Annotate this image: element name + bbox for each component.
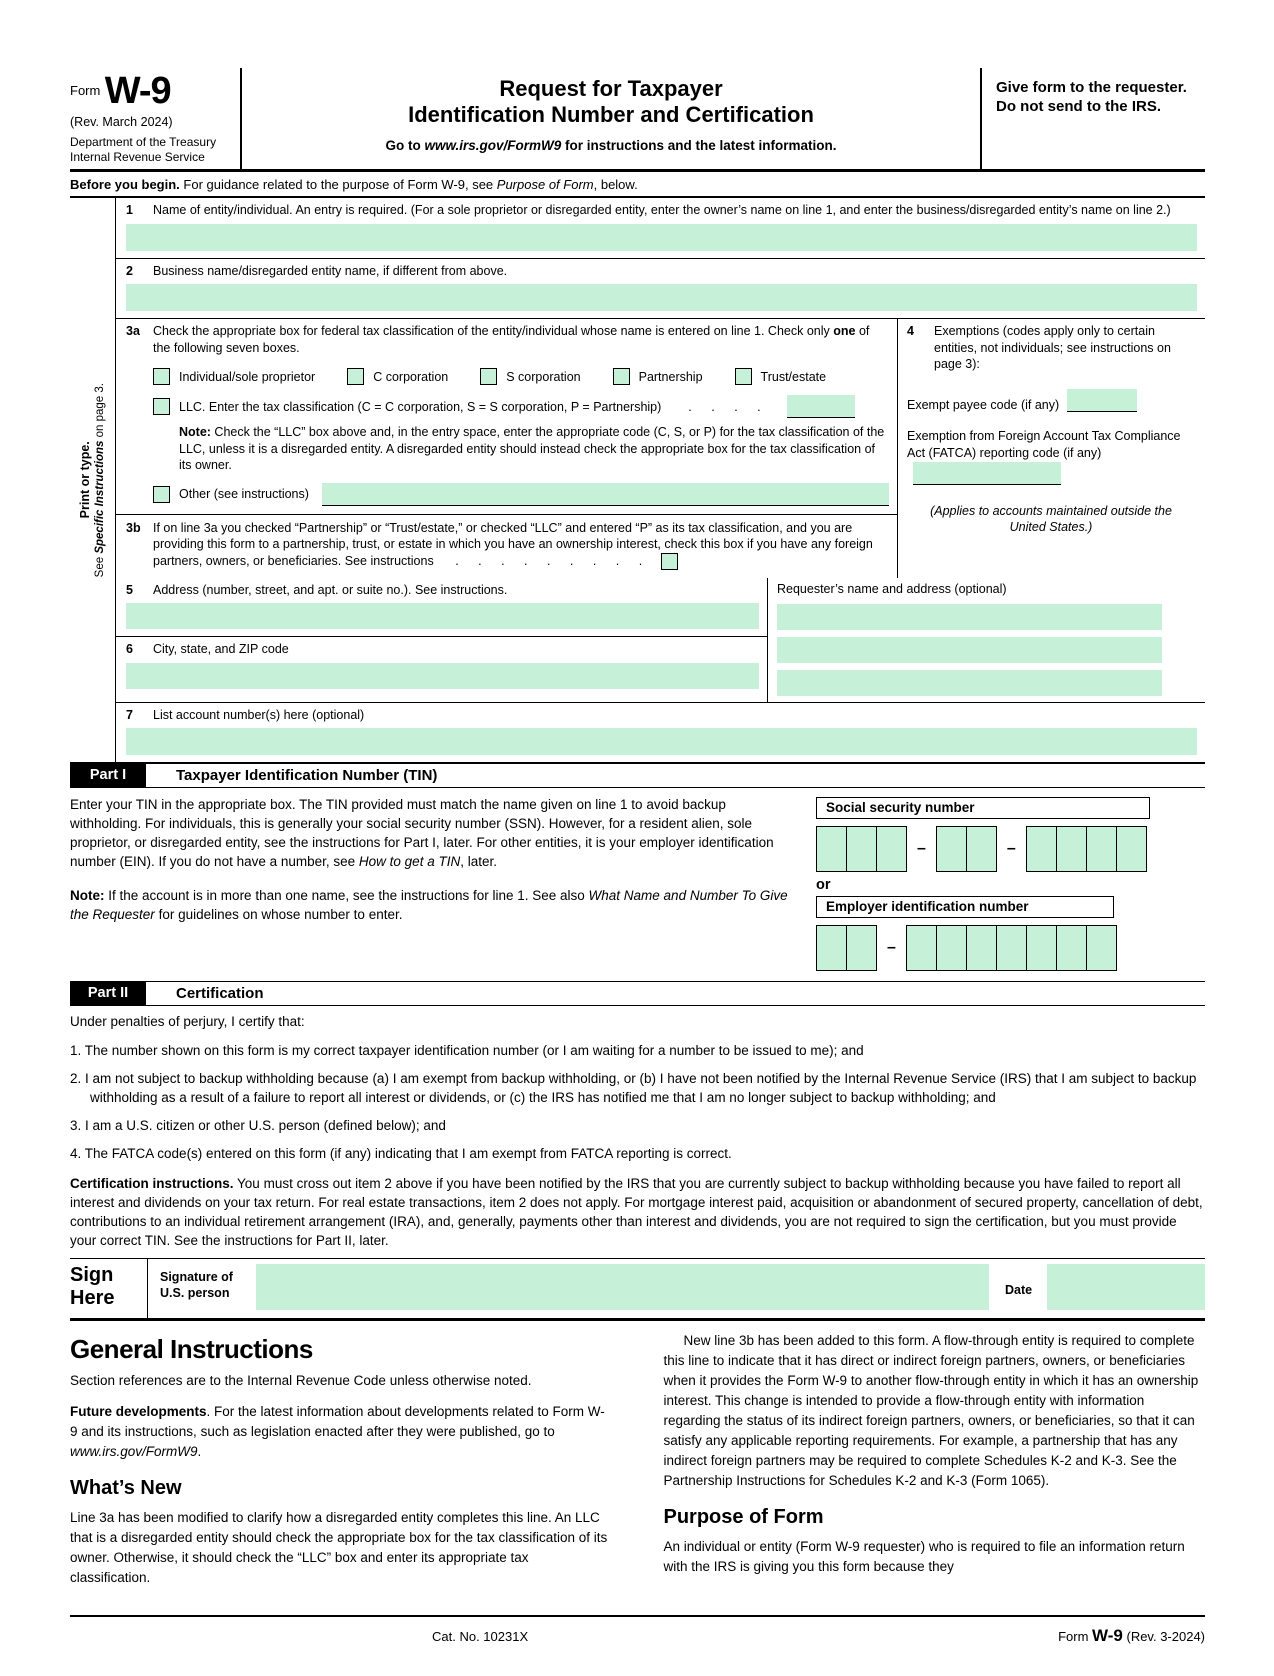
line-3b-label [153, 520, 889, 570]
checkbox-item-c-corporation[interactable] [347, 368, 448, 385]
tin-boxes [816, 795, 1205, 971]
fatca-label: Exemption from Foreign Account Tax Compliance Act (FATCA) reporting code (if any) [907, 428, 1181, 460]
catalog-number: Cat. No. 10231X [432, 1629, 529, 1645]
name-input[interactable] [126, 224, 1197, 251]
line-5-row [116, 578, 767, 638]
how-to-get-tin-italic: How to get a TIN [358, 854, 461, 870]
foreign-partners-checkbox[interactable] [661, 553, 678, 570]
general-instructions-heading: General Instructions [70, 1334, 313, 1365]
applies-note: (Applies to accounts maintained outside the United States.) [930, 503, 1172, 534]
checkbox-item-individual[interactable] [153, 368, 315, 385]
other-row [153, 483, 889, 506]
city-state-zip-input[interactable] [126, 663, 759, 689]
requester-label: Requester’s name and address (optional) [777, 581, 1007, 596]
requester-input-line-2[interactable] [777, 637, 1162, 663]
certification-instructions-text: You must cross out item 2 above if you have been notified by the IRS that you are currently subject to backup withholding because you have failed to report all interest and dividends on your tax return. For real estate transactions, item 2 does not apply. For mortgage interest paid, acquisition or abandonment of secured property, cancellation of debt, contributions to an individual retirement arrangement (IRA), and, generally, payments other than interest and dividends, you are not required to sign the certification, but you must provide your correct TIN. See the instructions for Part II, later. [70, 1176, 1203, 1249]
part-1-paragraph [70, 795, 792, 871]
purpose-of-form-heading: Purpose of Form [663, 1506, 824, 1529]
line-4-column [898, 319, 1205, 578]
line-6-label: City, state, and ZIP code [153, 642, 289, 657]
line-2-label: Business name/disregarded entity name, if different from above. [153, 263, 508, 278]
specific-instructions-words: Specific Instructions [93, 440, 106, 554]
ssn-digit-cell[interactable] [876, 826, 907, 872]
s-corporation-checkbox-label: S corporation [506, 369, 581, 384]
future-developments-paragraph [70, 1402, 612, 1462]
on-page-words: on page 3. [93, 382, 106, 441]
part-2-content [70, 1006, 1205, 1258]
part-2-title: Certification [176, 985, 264, 1003]
exempt-payee-label: Exempt payee code (if any) [907, 397, 1060, 412]
part-1-paragraph-end: , later. [460, 854, 497, 870]
form-revision: (Rev. March 2024) [70, 115, 173, 129]
certification-intro: Under penalties of perjury, I certify that: [70, 1014, 305, 1030]
form-title-line-1: Request for Taxpayer [499, 76, 723, 101]
business-name-input[interactable] [126, 284, 1197, 311]
signature-input[interactable] [256, 1264, 989, 1310]
other-checkbox[interactable] [153, 486, 170, 503]
llc-note [179, 424, 889, 474]
checkbox-item-s-corporation[interactable] [480, 368, 580, 385]
form-number-line [70, 70, 234, 113]
sidebar-rotated-text [78, 383, 108, 577]
llc-note-text: Check the “LLC” box above and, in the entry space, enter the appropriate code (C, S, or P) for the tax classification of the LLC, unless it is a disregarded entity. A disregarded entity should instead check the appropriate box for the tax classification of its owner. [179, 425, 885, 472]
part-1-tag: Part I [70, 764, 146, 787]
future-developments-bold: Future developments [70, 1404, 207, 1420]
line-3a-label [153, 323, 889, 356]
line-5-number: 5 [126, 582, 133, 597]
form-main [116, 198, 1205, 762]
section-references-paragraph: Section references are to the Internal Revenue Code unless otherwise noted. [70, 1373, 532, 1389]
future-developments-text: . For the latest information about developments related to Form W-9 and its instructions, such as legislation enacted after they were published, go to [70, 1404, 605, 1440]
requester-input-line-1[interactable] [777, 604, 1162, 630]
signature-of-label [148, 1259, 256, 1318]
sign-here-row [70, 1258, 1205, 1321]
ssn-digit-cell[interactable] [816, 826, 847, 872]
before-bold: Before you begin. [70, 177, 180, 192]
department-line-2: Internal Revenue Service [70, 150, 205, 164]
line-3a-label-pre: Check the appropriate box for federal tax classification of the entity/individual whose name is entered on line 1. Check only [153, 324, 834, 338]
fatca-row [907, 428, 1195, 485]
form-title-line-2: Identification Number and Certification [408, 102, 814, 127]
form-title-block [242, 68, 980, 169]
line-2-number: 2 [126, 263, 133, 278]
line-6-row [116, 637, 767, 696]
ssn-label: Social security number [816, 797, 1150, 819]
ein-dash: – [887, 939, 896, 957]
form-id-block [70, 68, 242, 169]
ssn-digit-cell[interactable] [1056, 826, 1087, 872]
goto-suffix: for instructions and the latest information. [561, 138, 837, 153]
line-7-row [116, 703, 1205, 763]
line-4-number: 4 [907, 324, 914, 338]
requester-input-line-3[interactable] [777, 670, 1162, 696]
part-2-bar [70, 982, 1205, 1006]
certification-item-4: 4. The FATCA code(s) entered on this form (if any) indicating that I am exempt from FATCA reporting is correct. [70, 1146, 732, 1162]
address-input[interactable] [126, 603, 759, 629]
ssn-digit-cell[interactable] [966, 826, 997, 872]
line-1-row [116, 198, 1205, 259]
classification-left-column [116, 319, 898, 578]
ssn-dash: – [917, 840, 926, 858]
part-1-note-text: If the account is in more than one name, see the instructions for line 1. See also [104, 888, 589, 904]
s-corporation-checkbox[interactable] [480, 368, 497, 385]
sign-word: Sign [70, 1264, 114, 1287]
ssn-digit-cell[interactable] [1086, 826, 1117, 872]
line-5-label: Address (number, street, and apt. or suite no.). See instructions. [153, 582, 508, 597]
department-lines [70, 135, 234, 165]
certification-instructions-bold: Certification instructions. [70, 1176, 234, 1192]
part-1-title: Taxpayer Identification Number (TIN) [176, 767, 438, 785]
before-you-begin [70, 172, 1205, 198]
new-line-3b-paragraph: New line 3b has been added to this form. A flow-through entity is required to complete this line to indicate that it has direct or indirect foreign partners, owners, or beneficiaries when it provides the Form W-9 to another flow-through entity in which it has an ownership interest. This change is intended to provide a flow-through entity with information regarding the status of its indirect foreign partners, owners, or beneficiaries, so that it can satisfy any applicable reporting requirements. For example, a partnership that has any indirect foreign partners may be required to complete Schedules K-2 and K-3. See the Partnership Instructions for Schedules K-2 and K-3 (Form 1065). [663, 1333, 1199, 1489]
c-corporation-checkbox-label: C corporation [373, 369, 449, 384]
footer-form-number: W-9 [1092, 1626, 1123, 1646]
footer-revision: (Rev. 3-2024) [1126, 1629, 1205, 1645]
goto-prefix: Go to [385, 138, 425, 153]
certification-item-2: 2. I am not subject to backup withholding because (a) I am exempt from backup withholding, or (b) I have not been notified by the Internal Revenue Service (IRS) that I am subject to backup withholding as a result of a failure to report all interest or dividends, or (c) the IRS has notified me that I am no longer subject to backup withholding; and [70, 1071, 1197, 1106]
ein-digit-cell[interactable] [936, 925, 967, 971]
ein-label: Employer identification number [816, 896, 1114, 918]
ssn-dash: – [1006, 840, 1016, 858]
line-3a-number: 3a [126, 324, 140, 338]
line-6-number: 6 [126, 642, 133, 657]
exempt-payee-row [907, 389, 1195, 412]
llc-label: LLC. Enter the tax classification (C = C corporation, S = S corporation, P = Partnership) [179, 399, 662, 414]
ein-digit-cell[interactable] [906, 925, 937, 971]
line-1-number: 1 [126, 203, 133, 217]
ein-cells [816, 925, 1205, 971]
form-header [70, 68, 1205, 172]
purpose-of-form-paragraph: An individual or entity (Form W-9 requester) who is required to file an information return with the IRS is giving you this form because they [663, 1539, 1185, 1575]
date-input[interactable] [1047, 1264, 1205, 1310]
form-title [256, 76, 966, 128]
individual-checkbox-label: Individual/sole proprietor [179, 369, 316, 384]
date-label: Date [1005, 1283, 1033, 1298]
here-word: Here [70, 1287, 115, 1310]
line-3b-row [116, 515, 897, 578]
before-end: , below. [593, 177, 638, 192]
other-label: Other (see instructions) [179, 487, 309, 501]
trust-estate-checkbox-label: Trust/estate [760, 369, 827, 384]
individual-checkbox[interactable] [153, 368, 170, 385]
give-form-block [980, 68, 1205, 169]
requester-column [768, 578, 1205, 702]
line-3b-number: 3b [126, 520, 141, 535]
whats-new-paragraph: Line 3a has been modified to clarify how a disregarded entity completes this line. An LLC that is a disregarded entity should check the appropriate box for the tax classification of its owner. Otherwise, it should check the “LLC” box and enter its appropriate tax classification. [70, 1510, 608, 1586]
future-developments-url: www.irs.gov/FormW9 [70, 1444, 198, 1460]
footer-form-word: Form [1058, 1629, 1089, 1645]
certification-item-1: 1. The number shown on this form is my correct taxpayer identification number (or I am waiting for a number to be issued to me); and [70, 1043, 864, 1059]
fatca-code-input[interactable] [913, 462, 1061, 485]
part-1-bar [70, 764, 1205, 788]
instructions-right-column [664, 1331, 1206, 1599]
certification-instructions [70, 1174, 1205, 1250]
partnership-checkbox[interactable] [613, 368, 630, 385]
line-2-row [116, 259, 1205, 320]
llc-checkbox[interactable] [153, 398, 170, 415]
future-developments-end: . [197, 1444, 202, 1460]
partnership-checkbox-label: Partnership [638, 369, 703, 384]
print-or-type-label: Print or type. [77, 441, 92, 519]
line-4-label: Exemptions (codes apply only to certain entities, not individuals; see instructions on page 3): [934, 324, 1171, 371]
see-specific-instructions-label [93, 383, 108, 577]
ssn-digit-cell[interactable] [846, 826, 877, 872]
account-numbers-input[interactable] [126, 728, 1197, 755]
trust-estate-checkbox[interactable] [735, 368, 752, 385]
or-label: or [816, 877, 831, 894]
line-7-number: 7 [126, 707, 133, 722]
ein-digit-cell[interactable] [1086, 925, 1117, 971]
sign-here-label [70, 1259, 148, 1318]
form-word: Form [70, 83, 101, 98]
ein-digit-cell[interactable] [1026, 925, 1057, 971]
ssn-digit-cell[interactable] [936, 826, 967, 872]
goto-line [256, 138, 966, 153]
classification-checkbox-row [153, 368, 889, 385]
ssn-digit-cell[interactable] [1026, 826, 1057, 872]
footer-form-id [1058, 1626, 1205, 1646]
c-corporation-checkbox[interactable] [347, 368, 364, 385]
ein-digit-cell[interactable] [996, 925, 1027, 971]
part-1-note-bold: Note: [70, 888, 105, 904]
line-3b-text: If on line 3a you checked “Partnership” or “Trust/estate,” or checked “LLC” and entered “P” as its tax classification, and you are providing this form to a partnership, trust, or estate in which you have an ownership interest, check this box if you have any foreign partners, owners, or beneficiaries. See instructions [153, 520, 873, 568]
part-1-note-italic: What Name and Number To Give the Requester [70, 888, 788, 923]
other-input[interactable] [322, 483, 889, 506]
ein-digit-cell[interactable] [846, 925, 877, 971]
part-1-text [70, 795, 816, 971]
exempt-payee-code-input[interactable] [1067, 389, 1137, 412]
address-left-column [116, 578, 768, 702]
form-number: W-9 [104, 70, 171, 112]
signature-of-line-2: U.S. person [160, 1286, 230, 1301]
part-1-note-end: for guidelines on whose number to enter. [154, 907, 403, 923]
give-form-text: Give form to the requester. Do not send to the IRS. [996, 79, 1187, 115]
llc-classification-input[interactable] [787, 395, 855, 418]
line-3b-dot-leader: . . . . . . . . . [455, 553, 644, 568]
line-3a-row [116, 319, 897, 515]
certification-item-3: 3. I am a U.S. citizen or other U.S. person (defined below); and [70, 1118, 446, 1134]
ein-digit-cell[interactable] [966, 925, 997, 971]
llc-note-bold: Note: [179, 425, 211, 439]
before-mid: For guidance related to the purpose of Form W-9, see [179, 177, 497, 192]
signature-of-line-1: Signature of [160, 1270, 233, 1285]
part-1-content [70, 788, 1205, 982]
llc-dot-leader: . . . . [688, 399, 762, 414]
general-instructions-section [70, 1321, 1205, 1599]
checkbox-item-trust-estate[interactable] [735, 368, 827, 385]
part-1-paragraph-text: Enter your TIN in the appropriate box. The TIN provided must match the name given on line 1 to avoid backup withholding. For individuals, this is generally your social security number (SSN). However, for a resident alien, sole proprietor, or disregarded entity, see the instructions for Part I, later. For other entities, it is your employer identification number (EIN). If you do not have a number, see [70, 797, 774, 870]
ein-digit-cell[interactable] [816, 925, 847, 971]
print-or-type-sidebar [70, 198, 116, 762]
before-italic: Purpose of Form [496, 177, 594, 192]
ssn-cells [816, 826, 1205, 872]
line-3a-label-one: one [833, 324, 856, 338]
whats-new-heading: What’s New [70, 1477, 182, 1500]
instructions-left-column [70, 1331, 612, 1599]
irs-url: www.irs.gov/FormW9 [424, 138, 562, 153]
part-1-note [70, 886, 792, 924]
page-footer [70, 1615, 1205, 1646]
classification-section [116, 319, 1205, 578]
part-2-tag: Part II [70, 982, 146, 1005]
line-1-label: Name of entity/individual. An entry is required. (For a sole proprietor or disregarded entity, enter the owner’s name on line 1, and enter the business/disregarded entity’s name on line 2.) [153, 203, 1171, 217]
ein-digit-cell[interactable] [1056, 925, 1087, 971]
see-word: See [93, 553, 106, 578]
address-section [116, 578, 1205, 703]
department-line-1: Department of the Treasury [70, 135, 217, 149]
form-body [70, 198, 1205, 764]
checkbox-item-partnership[interactable] [613, 368, 703, 385]
line-7-label: List account number(s) here (optional) [153, 707, 365, 722]
line-3a-label-post: of the following seven boxes. [153, 324, 870, 355]
ssn-digit-cell[interactable] [1116, 826, 1147, 872]
llc-row [153, 395, 889, 418]
